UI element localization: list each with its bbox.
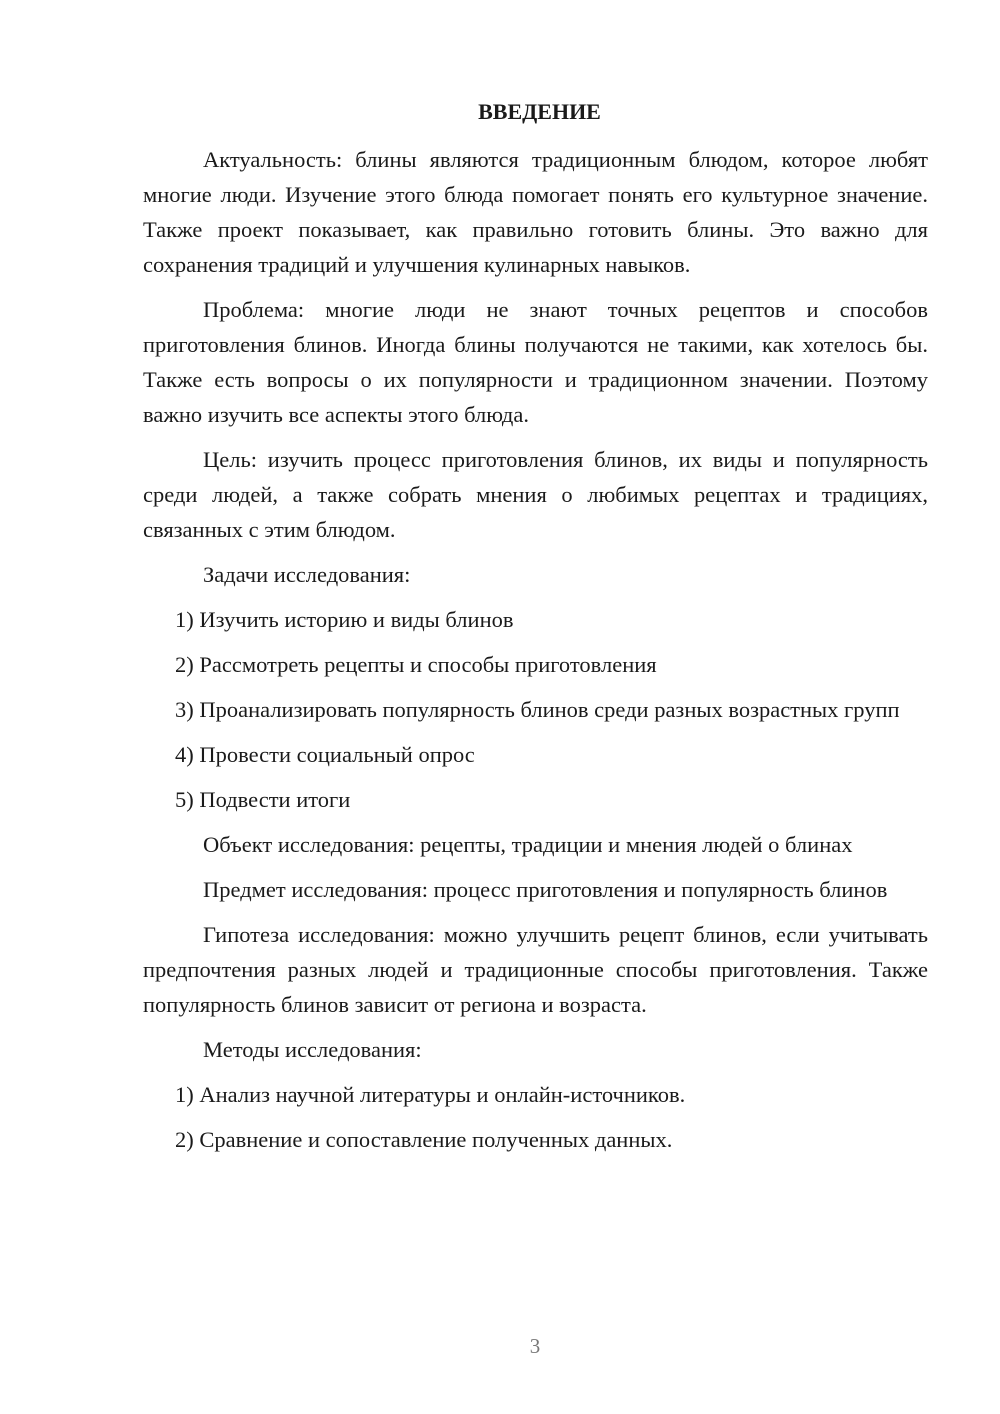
method-item: 1) Анализ научной литературы и онлайн-источников. bbox=[175, 1082, 686, 1107]
task-item: 3) Проанализировать популярность блинов среди разных возрастных групп bbox=[175, 697, 900, 722]
document-body bbox=[143, 94, 928, 1167]
subject-paragraph: Предмет исследования: процесс приготовления и популярность блинов bbox=[203, 877, 888, 902]
problem-paragraph: Проблема: многие люди не знают точных рецептов и способов приготовления блинов. Иногда блины получаются не такими, как хотелось бы. Также есть вопросы о их популярности и традиционном значении. Поэтому важно изучить все аспекты этого блюда. bbox=[143, 297, 928, 427]
section-title: ВВЕДЕНИЕ bbox=[478, 99, 601, 124]
task-item: 2) Рассмотреть рецепты и способы приготовления bbox=[175, 652, 657, 677]
relevance-paragraph: Актуальность: блины являются традиционным блюдом, которое любят многие люди. Изучение этого блюда помогает понять его культурное значение. Также проект показывает, как правильно готовить блины. Это важно для сохранения традиций и улучшения кулинарных навыков. bbox=[143, 147, 928, 277]
goal-paragraph: Цель: изучить процесс приготовления блинов, их виды и популярность среди людей, а также собрать мнения о любимых рецептах и традициях, связанных с этим блюдом. bbox=[143, 447, 928, 542]
page-number: 3 bbox=[529, 1334, 541, 1358]
task-item: 4) Провести социальный опрос bbox=[175, 742, 475, 767]
tasks-heading: Задачи исследования: bbox=[203, 562, 411, 587]
method-item: 2) Сравнение и сопоставление полученных данных. bbox=[175, 1127, 673, 1152]
object-line: Объект исследования: рецепты, традиции и мнения людей о блинах bbox=[203, 832, 853, 857]
hypothesis-paragraph: Гипотеза исследования: можно улучшить рецепт блинов, если учитывать предпочтения разных людей и традиционные способы приготовления. Также популярность блинов зависит от региона и возраста. bbox=[143, 922, 928, 1017]
task-item: 5) Подвести итоги bbox=[175, 787, 351, 812]
task-item: 1) Изучить историю и виды блинов bbox=[175, 607, 514, 632]
methods-heading: Методы исследования: bbox=[203, 1037, 422, 1062]
